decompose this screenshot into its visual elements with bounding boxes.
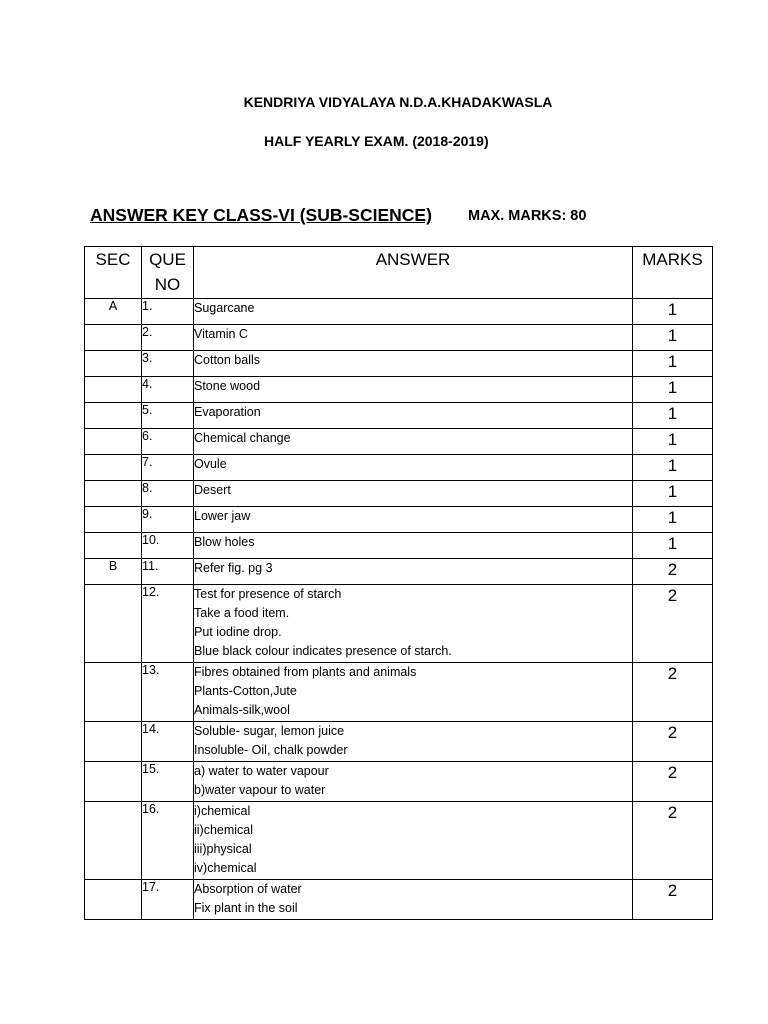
table-row bbox=[85, 585, 713, 663]
answer-cell bbox=[194, 403, 633, 429]
answer-line: Plants-Cotton,Jute bbox=[194, 684, 297, 698]
marks-cell: 2 bbox=[633, 880, 713, 920]
table-row bbox=[85, 559, 713, 585]
table-row bbox=[85, 880, 713, 920]
answer-line: Blow holes bbox=[194, 535, 255, 549]
table-body bbox=[85, 299, 713, 920]
marks-cell: 1 bbox=[633, 481, 713, 507]
table-row bbox=[85, 481, 713, 507]
answer-line: Fibres obtained from plants and animals bbox=[194, 665, 417, 679]
marks-cell: 1 bbox=[633, 403, 713, 429]
table-row bbox=[85, 533, 713, 559]
table-row bbox=[85, 377, 713, 403]
question-number-cell: 14. bbox=[142, 722, 194, 762]
answer-key-title: ANSWER KEY CLASS-VI (SUB-SCIENCE) bbox=[90, 205, 432, 225]
section-cell: A bbox=[85, 299, 142, 325]
table-row bbox=[85, 299, 713, 325]
question-number-cell: 16. bbox=[142, 802, 194, 880]
answer-cell bbox=[194, 507, 633, 533]
marks-cell: 1 bbox=[633, 299, 713, 325]
answer-cell bbox=[194, 533, 633, 559]
col-header-no: NO bbox=[154, 275, 181, 294]
answer-line: Fix plant in the soil bbox=[194, 901, 298, 915]
col-header-answer: ANSWER bbox=[194, 247, 633, 299]
marks-cell: 1 bbox=[633, 455, 713, 481]
answer-line: Take a food item. bbox=[194, 606, 290, 620]
col-header-que: QUE bbox=[149, 250, 186, 269]
section-cell bbox=[85, 533, 142, 559]
answer-cell bbox=[194, 351, 633, 377]
answer-cell bbox=[194, 762, 633, 802]
table-row bbox=[85, 802, 713, 880]
table-row bbox=[85, 663, 713, 722]
question-number-cell: 6. bbox=[142, 429, 194, 455]
table-row bbox=[85, 762, 713, 802]
table-row bbox=[85, 455, 713, 481]
answer-line: Absorption of water bbox=[194, 882, 302, 896]
answer-line: Refer fig. pg 3 bbox=[194, 561, 273, 575]
answer-line: ii)chemical bbox=[194, 823, 254, 837]
answer-line: Animals-silk,wool bbox=[194, 703, 290, 717]
section-cell: B bbox=[85, 559, 142, 585]
question-number-cell: 12. bbox=[142, 585, 194, 663]
answer-cell bbox=[194, 325, 633, 351]
marks-cell: 1 bbox=[633, 507, 713, 533]
marks-cell: 2 bbox=[633, 762, 713, 802]
answer-cell bbox=[194, 299, 633, 325]
answer-cell bbox=[194, 455, 633, 481]
marks-cell: 2 bbox=[633, 722, 713, 762]
answer-line: Blue black colour indicates presence of starch. bbox=[194, 644, 452, 658]
answer-line: Test for presence of starch bbox=[194, 587, 342, 601]
section-cell bbox=[85, 403, 142, 429]
marks-cell: 1 bbox=[633, 351, 713, 377]
table-header-row bbox=[85, 247, 713, 299]
section-cell bbox=[85, 507, 142, 533]
answer-line: Chemical change bbox=[194, 431, 291, 445]
question-number-cell: 7. bbox=[142, 455, 194, 481]
section-cell bbox=[85, 377, 142, 403]
answer-line: Sugarcane bbox=[194, 301, 255, 315]
marks-cell: 1 bbox=[633, 429, 713, 455]
answer-line: Vitamin C bbox=[194, 327, 248, 341]
answer-line: Desert bbox=[194, 483, 231, 497]
col-header-que-no bbox=[142, 247, 194, 299]
question-number-cell: 15. bbox=[142, 762, 194, 802]
table-row bbox=[85, 722, 713, 762]
exam-title: HALF YEARLY EXAM. (2018-2019) bbox=[264, 133, 489, 149]
table-row bbox=[85, 507, 713, 533]
answer-line: Lower jaw bbox=[194, 509, 251, 523]
question-number-cell: 3. bbox=[142, 351, 194, 377]
marks-cell: 2 bbox=[633, 585, 713, 663]
answer-cell bbox=[194, 663, 633, 722]
answer-line: Evaporation bbox=[194, 405, 261, 419]
table-row bbox=[85, 351, 713, 377]
answer-line: Ovule bbox=[194, 457, 227, 471]
answer-cell bbox=[194, 585, 633, 663]
section-cell bbox=[85, 429, 142, 455]
table-row bbox=[85, 325, 713, 351]
section-cell bbox=[85, 663, 142, 722]
question-number-cell: 2. bbox=[142, 325, 194, 351]
table-row bbox=[85, 403, 713, 429]
question-number-cell: 11. bbox=[142, 559, 194, 585]
answer-cell bbox=[194, 377, 633, 403]
question-number-cell: 9. bbox=[142, 507, 194, 533]
answer-cell bbox=[194, 722, 633, 762]
school-name: KENDRIYA VIDYALAYA N.D.A.KHADAKWASLA bbox=[243, 94, 553, 110]
answer-line: Stone wood bbox=[194, 379, 261, 393]
answer-cell bbox=[194, 802, 633, 880]
answer-cell bbox=[194, 481, 633, 507]
answer-key-table bbox=[84, 246, 713, 920]
marks-cell: 2 bbox=[633, 559, 713, 585]
section-cell bbox=[85, 585, 142, 663]
marks-cell: 1 bbox=[633, 377, 713, 403]
question-number-cell: 5. bbox=[142, 403, 194, 429]
answer-cell bbox=[194, 429, 633, 455]
answer-line: a) water to water vapour bbox=[194, 764, 329, 778]
question-number-cell: 1. bbox=[142, 299, 194, 325]
section-cell bbox=[85, 802, 142, 880]
section-cell bbox=[85, 722, 142, 762]
section-cell bbox=[85, 325, 142, 351]
answer-line: Put iodine drop. bbox=[194, 625, 282, 639]
table-row bbox=[85, 429, 713, 455]
marks-cell: 1 bbox=[633, 533, 713, 559]
answer-line: Cotton balls bbox=[194, 353, 261, 367]
answer-line: iii)physical bbox=[194, 842, 252, 856]
question-number-cell: 8. bbox=[142, 481, 194, 507]
answer-cell bbox=[194, 880, 633, 920]
question-number-cell: 17. bbox=[142, 880, 194, 920]
answer-cell bbox=[194, 559, 633, 585]
marks-cell: 2 bbox=[633, 802, 713, 880]
max-marks: MAX. MARKS: 80 bbox=[468, 208, 587, 224]
answer-line: i)chemical bbox=[194, 804, 251, 818]
col-header-marks: MARKS bbox=[633, 247, 713, 299]
section-cell bbox=[85, 351, 142, 377]
col-header-sec: SEC bbox=[85, 247, 142, 299]
marks-cell: 1 bbox=[633, 325, 713, 351]
section-cell bbox=[85, 481, 142, 507]
answer-line: b)water vapour to water bbox=[194, 783, 326, 797]
question-number-cell: 4. bbox=[142, 377, 194, 403]
section-cell bbox=[85, 880, 142, 920]
answer-line: Soluble- sugar, lemon juice bbox=[194, 724, 345, 738]
question-number-cell: 10. bbox=[142, 533, 194, 559]
marks-cell: 2 bbox=[633, 663, 713, 722]
answer-line: Insoluble- Oil, chalk powder bbox=[194, 743, 348, 757]
question-number-cell: 13. bbox=[142, 663, 194, 722]
section-cell bbox=[85, 762, 142, 802]
section-cell bbox=[85, 455, 142, 481]
answer-line: iv)chemical bbox=[194, 861, 257, 875]
